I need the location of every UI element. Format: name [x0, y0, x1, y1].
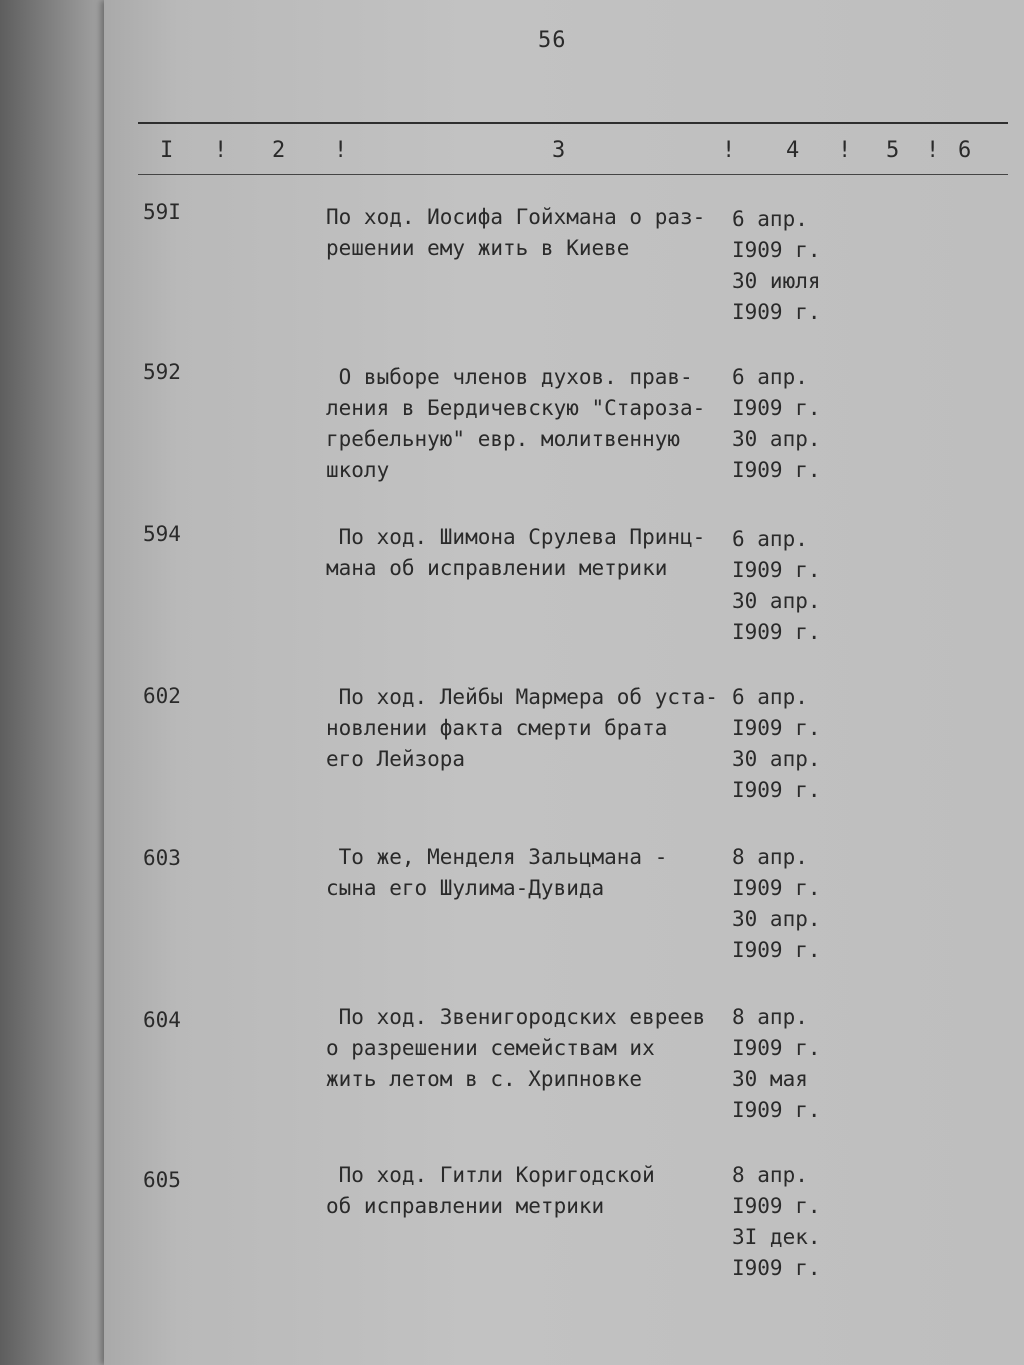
date-line: I909 г. [732, 396, 821, 420]
date-line: I909 г. [732, 876, 821, 900]
date-line: I909 г. [732, 238, 821, 262]
entry-dates [732, 1002, 821, 1126]
entry-description [326, 522, 705, 584]
header-separator: ! [214, 138, 228, 163]
description-line: сына его Шулима-Дувида [326, 876, 605, 900]
date-line: 30 апр. [732, 427, 821, 451]
description-line: решении ему жить в Киеве [326, 236, 630, 260]
date-line: I909 г. [732, 1036, 821, 1060]
date-line: 6 апр. [732, 365, 808, 389]
date-line: I909 г. [732, 558, 821, 582]
description-line: жить летом в с. Хрипновке [326, 1067, 643, 1091]
date-line: 8 апр. [732, 1163, 808, 1187]
header-col-3: 3 [552, 138, 566, 163]
description-line: По ход. Иосифа Гойхмана о раз- [326, 205, 706, 229]
entry-number: 604 [143, 1008, 181, 1032]
date-line: 30 апр. [732, 907, 821, 931]
date-line: 30 июля [732, 269, 821, 293]
date-line: 8 апр. [732, 1005, 808, 1029]
description-line: гребельную" евр. молитвенную [326, 427, 681, 451]
date-line: I909 г. [732, 938, 821, 962]
date-line: 3I дек. [732, 1225, 821, 1249]
description-line: То же, Менделя Зальцмана - [326, 845, 668, 869]
date-line: I909 г. [732, 778, 821, 802]
description-line: По ход. Гитли Коригодской [326, 1163, 655, 1187]
date-line: 6 апр. [732, 527, 808, 551]
header-col-2: 2 [272, 138, 286, 163]
date-line: 6 апр. [732, 207, 808, 231]
date-line: I909 г. [732, 300, 821, 324]
header-separator: ! [926, 138, 940, 163]
header-col-6: 6 [958, 138, 972, 163]
description-line: о разрешении семействам их [326, 1036, 655, 1060]
header-top-rule [138, 122, 1008, 124]
entry-description [326, 362, 705, 486]
date-line: 6 апр. [732, 685, 808, 709]
header-separator: ! [838, 138, 852, 163]
entry-dates [732, 1160, 821, 1284]
entry-number: 603 [143, 846, 181, 870]
description-line: школу [326, 458, 390, 482]
date-line: I909 г. [732, 458, 821, 482]
date-line: 8 апр. [732, 845, 808, 869]
date-line: 30 апр. [732, 747, 821, 771]
date-line: I909 г. [732, 1256, 821, 1280]
entry-dates [732, 524, 821, 648]
date-line: I909 г. [732, 716, 821, 740]
entry-dates [732, 362, 821, 486]
header-col-5: 5 [886, 138, 900, 163]
entry-dates [732, 204, 821, 328]
date-line: I909 г. [732, 1194, 821, 1218]
description-line: О выборе членов духов. прав- [326, 365, 693, 389]
description-line: По ход. Лейбы Мармера об уста- [326, 685, 718, 709]
entry-dates [732, 842, 821, 966]
date-line: I909 г. [732, 620, 821, 644]
entry-description [326, 842, 667, 904]
description-line: ления в Бердичевскую "Староза- [326, 396, 706, 420]
entry-number: 592 [143, 360, 181, 384]
description-line: По ход. Шимона Срулева Принц- [326, 525, 706, 549]
entry-number: 594 [143, 522, 181, 546]
description-line: новлении факта смерти брата [326, 716, 668, 740]
entry-number: 59I [143, 200, 181, 224]
binding-margin [0, 0, 108, 1365]
entry-description [326, 1002, 705, 1095]
date-line: 30 апр. [732, 589, 821, 613]
entry-description [326, 202, 705, 264]
header-separator: ! [722, 138, 736, 163]
description-line: По ход. Звенигородских евреев [326, 1005, 706, 1029]
entry-number: 602 [143, 684, 181, 708]
description-line: его Лейзора [326, 747, 466, 771]
entry-description [326, 682, 718, 775]
header-bottom-rule [138, 174, 1008, 175]
header-col-1: I [160, 138, 174, 163]
header-col-4: 4 [786, 138, 800, 163]
header-separator: ! [334, 138, 348, 163]
description-line: об исправлении метрики [326, 1194, 605, 1218]
date-line: 30 мая [732, 1067, 808, 1091]
date-line: I909 г. [732, 1098, 821, 1122]
entry-number: 605 [143, 1168, 181, 1192]
page-number: 56 [538, 28, 567, 53]
entry-dates [732, 682, 821, 806]
description-line: мана об исправлении метрики [326, 556, 668, 580]
entry-description [326, 1160, 655, 1222]
